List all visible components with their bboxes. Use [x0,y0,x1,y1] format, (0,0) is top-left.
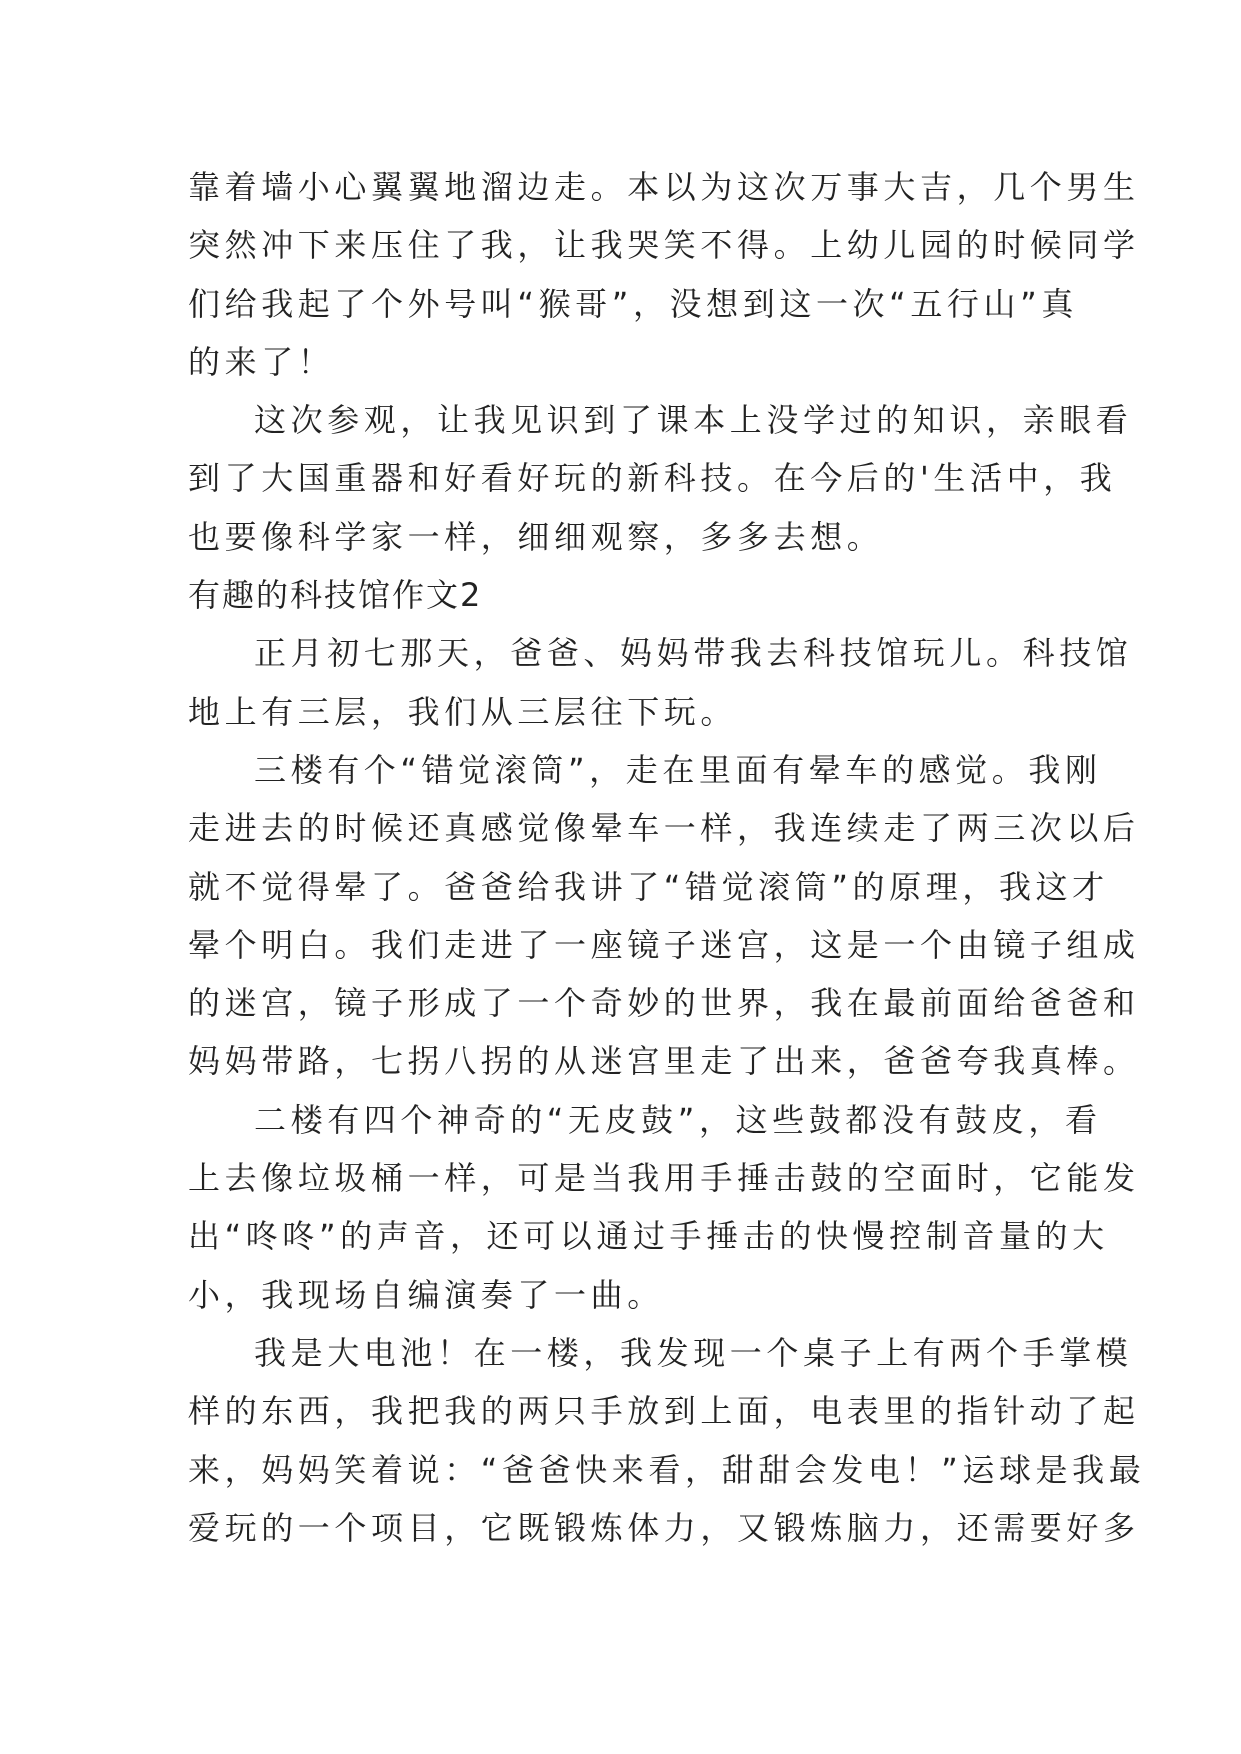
text-line: 的迷宫，镜子形成了一个奇妙的世界，我在最前面给爸爸和 [188,984,1140,1023]
text-line: 正月初七那天，爸爸、妈妈带我去科技馆玩儿。科技馆 [254,634,1133,673]
text-line: 们给我起了个外号叫“猴哥”，没想到这一次“五行山”真 [188,284,1078,323]
text-line: 小，我现场自编演奏了一曲。 [188,1275,664,1314]
text-line: 的来了！ [188,342,335,381]
text-line: 晕个明白。我们走进了一座镜子迷宫，这是一个由镜子组成 [188,925,1140,964]
text-line: 地上有三层，我们从三层往下玩。 [188,692,738,731]
text-line: 靠着墙小心翼翼地溜边走。本以为这次万事大吉，几个男生 [188,168,1140,206]
text-line: 出“咚咚”的声音，还可以通过手捶击的快慢控制音量的大 [188,1217,1109,1256]
text-line: 到了大国重器和好看好玩的新科技。在今后的'生活中，我 [188,459,1117,498]
document-body [188,158,1146,1557]
text-line: 来，妈妈笑着说：“爸爸快来看，甜甜会发电！”运球是我最 [188,1450,1146,1489]
section-heading: 有趣的科技馆作文2 [188,576,483,615]
text-line: 这次参观，让我见识到了课本上没学过的知识，亲眼看 [254,401,1133,440]
text-line: 样的东西，我把我的两只手放到上面，电表里的指针动了起 [188,1392,1140,1431]
text-line: 二楼有四个神奇的“无皮鼓”，这些鼓都没有鼓皮，看 [254,1100,1102,1139]
text-line: 上去像垃圾桶一样，可是当我用手捶击鼓的空面时，它能发 [188,1159,1140,1198]
text-line: 我是大电池！在一楼，我发现一个桌子上有两个手掌模 [254,1333,1133,1372]
text-line: 妈妈带路，七拐八拐的从迷宫里走了出来，爸爸夸我真棒。 [188,1042,1140,1081]
text-line: 就不觉得晕了。爸爸给我讲了“错觉滚筒”的原理，我这才 [188,867,1109,906]
text-line: 也要像科学家一样，细细观察，多多去想。 [188,517,884,556]
text-line: 三楼有个“错觉滚筒”，走在里面有晕车的感觉。我刚 [254,750,1102,789]
text-line: 突然冲下来压住了我，让我哭笑不得。上幼儿园的时候同学 [188,226,1140,265]
text-line: 爱玩的一个项目，它既锻炼体力，又锻炼脑力，还需要好多 [188,1508,1140,1547]
text-line: 走进去的时候还真感觉像晕车一样，我连续走了两三次以后 [188,809,1140,848]
